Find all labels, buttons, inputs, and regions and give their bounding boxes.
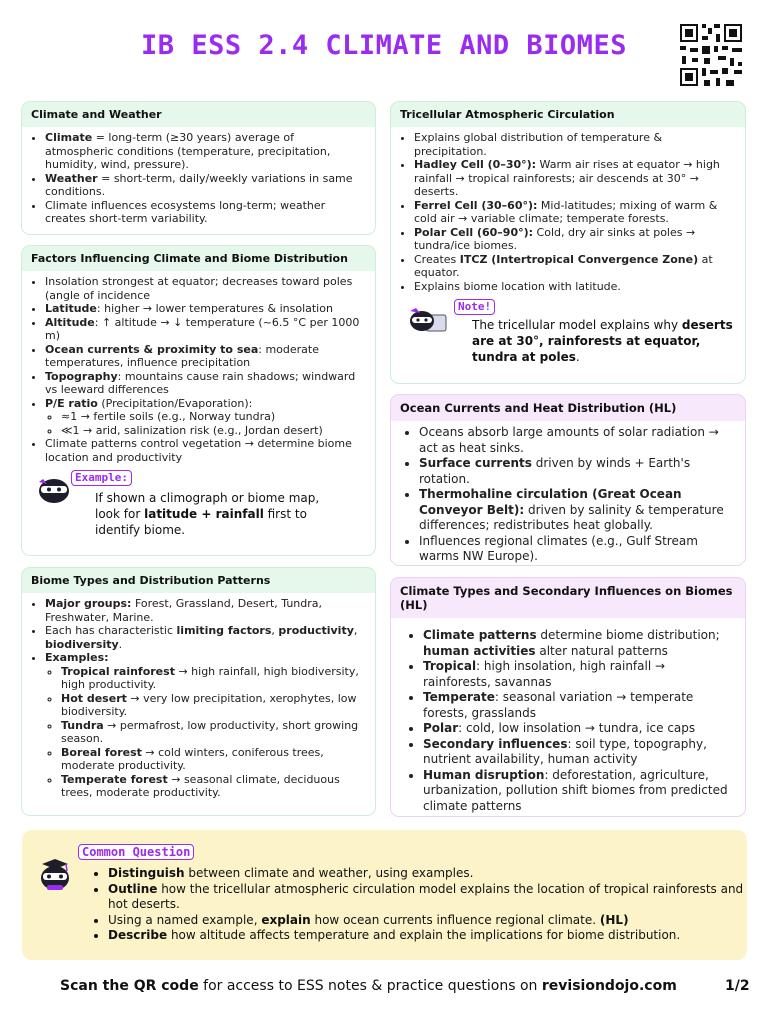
site-link[interactable]: revisiondojo.com: [541, 978, 677, 994]
card-header: Ocean Currents and Heat Distribution (HL): [400, 401, 677, 415]
card-header: Biome Types and Distribution Patterns: [31, 574, 271, 587]
list-item: • Thermohaline circulation (Great Ocean Conveyor Belt): driven by salinity & temperature differences; redistributes heat globally.: [419, 487, 736, 534]
list-item: • Topography: mountains cause rain shadows; windward vs leeward differences: [45, 370, 366, 397]
list-item: • Creates ITCZ (Intertropical Convergence Zone) at equator.: [414, 253, 736, 280]
list-item: • Explains biome location with latitude.: [414, 280, 736, 294]
card-header: Climate Types and Secondary Influences on Biomes (HL): [400, 584, 733, 612]
ninja-mascot-icon: [37, 474, 71, 504]
list-item: • Hadley Cell (0–30°): Warm air rises at equator → high rainfall → tropical rainforests; air descends at 30° → deserts.: [414, 158, 736, 199]
question-item: • Distinguish between climate and weather, using examples.: [108, 866, 748, 882]
example-text: If shown a climograph or biome map, look for latitude + rainfall first to identify biome.: [95, 491, 320, 537]
sub-list-item: ◦ Boreal forest → cold winters, coniferous trees, moderate productivity.: [61, 746, 366, 773]
question-item: • Using a named example, explain how ocean currents influence regional climate. (HL): [108, 913, 748, 929]
list-item: • Oceans absorb large amounts of solar radiation → act as heat sinks.: [419, 425, 736, 456]
footer-text: Scan the QR code for access to ESS notes & practice questions on revisiondojo.com: [60, 978, 677, 994]
list-item: • Temperate: seasonal variation → temperate forests, grasslands: [423, 690, 736, 721]
sub-list-item: ◦ ≪1 → arid, salinization risk (e.g., Jordan desert): [61, 424, 366, 438]
example-tag: Example:: [71, 470, 132, 486]
climate-weather-card: [21, 101, 376, 235]
sub-list-item: ◦ ≈1 → fertile soils (e.g., Norway tundra): [61, 410, 366, 424]
page-number: 1/2: [725, 978, 750, 994]
tricellular-card: [390, 101, 746, 384]
list-item: • Each has characteristic limiting factors, productivity, biodiversity.: [45, 624, 366, 651]
list-item: • Ferrel Cell (30–60°): Mid-latitudes; mixing of warm & cold air → variable climate; temperate forests.: [414, 199, 736, 226]
sub-list-item: ◦ Tundra → permafrost, low productivity, short growing season.: [61, 719, 366, 746]
list-item: • Tropical: high insolation, high rainfall → rainforests, savannas: [423, 659, 736, 690]
list-item: • Polar Cell (60–90°): Cold, dry air sinks at poles → tundra/ice biomes.: [414, 226, 736, 253]
card-header: Tricellular Atmospheric Circulation: [400, 108, 615, 121]
list-item: • Human disruption: deforestation, agriculture, urbanization, pollution shift biomes from predicted climate patterns: [423, 768, 736, 815]
common-question-box: [22, 830, 747, 960]
sub-list-item: ◦ Temperate forest → seasonal climate, deciduous trees, moderate productivity.: [61, 773, 366, 800]
biome-types-card: [21, 567, 376, 816]
list-item: • Climate patterns control vegetation → determine biome location and productivity: [45, 437, 366, 464]
list-item: • Polar: cold, low insolation → tundra, ice caps: [423, 721, 736, 737]
list-item: • Altitude: ↑ altitude → ↓ temperature (~6.5 °C per 1000 m): [45, 316, 366, 343]
list-item: • Latitude: higher → lower temperatures & insolation: [45, 302, 366, 316]
note-callout: [400, 299, 736, 373]
list-item: • Climate influences ecosystems long-term; weather creates short-term variability.: [45, 199, 366, 226]
list-item: • Climate patterns determine biome distribution; human activities alter natural patterns: [423, 628, 736, 659]
ninja-laptop-mascot-icon: [408, 307, 448, 339]
list-item: • Climate = long-term (≥30 years) average of atmospheric conditions (temperature, precipitation, humidity, wind, pressure).: [45, 131, 366, 172]
note-tag: Note!: [454, 299, 495, 315]
list-item: • Explains global distribution of temperature & precipitation.: [414, 131, 736, 158]
question-item: • Describe how altitude affects temperature and explain the implications for biome distribution.: [108, 928, 748, 944]
list-item: • P/E ratio (Precipitation/Evaporation): ◦ ≈1 → fertile soils (e.g., Norway tundra) ◦ ≪1 → arid, salinization risk (e.g., Jordan desert): [45, 397, 366, 438]
list-item: • Major groups: Forest, Grassland, Desert, Tundra, Freshwater, Marine.: [45, 597, 366, 624]
list-item: • Ocean currents & proximity to sea: moderate temperatures, influence precipitation: [45, 343, 366, 370]
sub-list-item: ◦ Tropical rainforest → high rainfall, high biodiversity, high productivity.: [61, 665, 366, 692]
ocean-currents-card: [390, 394, 746, 566]
list-item: • Examples: ◦ Tropical rainforest → high rainfall, high biodiversity, high productivity. ◦ Hot desert → very low precipitation, xerophytes, low biodiversity. ◦ Tundra → permafrost, low productivity, short growing season. ◦ Boreal forest → cold winters, coniferous trees, moderate productivity. ◦ Temperate forest → seasonal climate, deciduous trees, moderate productivity.: [45, 651, 366, 800]
ninja-graduate-mascot-icon: [36, 856, 74, 892]
qr-code[interactable]: [678, 22, 744, 88]
list-item: • Weather = short-term, daily/weekly variations in same conditions.: [45, 172, 366, 199]
list-item: • Influences regional climates (e.g., Gulf Stream warms NW Europe).: [419, 534, 736, 565]
card-header: Climate and Weather: [31, 108, 162, 121]
sub-list-item: ◦ Hot desert → very low precipitation, xerophytes, low biodiversity.: [61, 692, 366, 719]
card-header: Factors Influencing Climate and Biome Distribution: [31, 252, 348, 265]
page-title: IB ESS 2.4 CLIMATE AND BIOMES: [141, 30, 627, 61]
list-item: • Surface currents driven by winds + Earth's rotation.: [419, 456, 736, 487]
list-item: • Secondary influences: soil type, topography, nutrient availability, human activity: [423, 737, 736, 768]
note-text: The tricellular model explains why deserts are at 30°, rainforests at equator, tundra at poles.: [472, 318, 733, 364]
factors-card: [21, 245, 376, 556]
common-question-tag: Common Question: [78, 844, 194, 860]
list-item: • Insolation strongest at equator; decreases toward poles (angle of incidence: [45, 275, 366, 302]
question-item: • Outline how the tricellular atmospheric circulation model explains the location of tropical rainforests and hot deserts.: [108, 882, 748, 913]
example-note: [31, 470, 366, 536]
climate-types-card: [390, 577, 746, 817]
